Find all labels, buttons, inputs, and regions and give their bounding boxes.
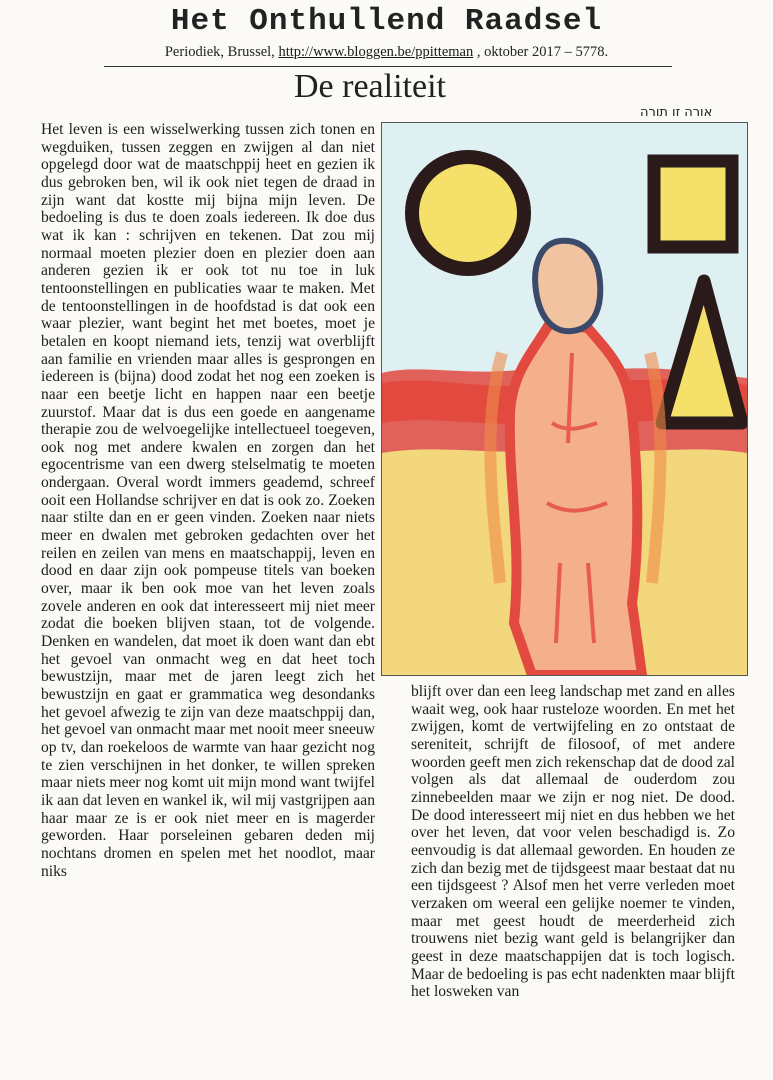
painting-svg <box>382 123 747 675</box>
painting-sun-circle <box>412 157 524 269</box>
publication-prefix: Periodiek, Brussel, <box>164 44 279 60</box>
publication-suffix: , oktober 2017 – 5778. <box>473 44 609 60</box>
painting-square <box>654 161 732 247</box>
header-rule <box>104 66 672 67</box>
article-column-left: Het leven is een wisselwerking tussen zich tonen en wegduiken, tussen zeggen en zwijgen al dan niet opgelegd door wat de maatschppij heet en gezien ik dus gebroken ben, wil ik ook niet tegen de draad in zijn want dat kostte mij bijna mijn leven. De bedoeling is dus te doen zoals iedereen. Ik doe dus wat ik kan : schrijven en tekenen. Dat zou mij normaal moeten plezier doen en plezier doen aan anderen gezien ik er ook tot nu toe in luk tentoonstellingen en publicaties waar te maken. Met de tentoonstellingen in de hoofdstad is dat ook een waar plezier, want begint het met boetes, moet je betalen en koopt niemand iets, tenzij wat overblijft aan familie en vrienden maar alles is gesprongen en iedereen is (bijna) dood zodat het nog een zoeken is naar een beetje licht en happen naar een beetje zuurstof. Maar dat is dus een goede en aangename therapie zou de welvoegelijke intellectueel toegeven, ook nog met andere kwalen en zorgen dan het egocentrisme van een dwerg stelselmatig te moeten ondergaan. Overal wordt immers geademd, schreef ooit een Hollandse schrijver en dat is ook zo. Zoeken naar stilte dan en er geen vinden. Zoeken naar niets meer en dwalen met gebroken gedachten over het reilen en zeilen van mens en maatschappij, leven en dood en daar zijn ook pompeuse titels van boeken over, maar ik ben ook moe van het leven zoals zovele anderen en ook dat interesseert mij niet meer zodat die boeken blijven staan, tot de volgende. Denken en wandelen, dat moet ik doen want dan ebt het gevoel van onmacht weg en dat heet toch bewustzijn, maar met de jaren leegt zich het bewustzijn en gaat er grammatica weg desondanks het gevoel afwezig te zijn van deze maatschppij dan, het gevoel van onmacht maar met nooit meer sneeuw op tv, dan roekeloos de warmte van haar gezicht nog te zien verschijnen in het donker, te willen spreken maar niets meer nog komt uit mijn mond want twijfel ik aan dat leven en wankel ik, wil mij vastgrijpen aan haar maar ze is er ook niet meer en is magerder geworden. Haar porseleinen gebaren deden mij nochtans dromen en spelen met het noodlot, maar niks <box>41 121 375 880</box>
article-column-right: blijft over dan een leeg landschap met zand en alles waait weg, ook haar rusteloze woorden. En met het zwijgen, komt de vertwijfeling en zo ontstaat de sereniteit, schrijft de filosoof, of met andere woorden geeft men zich rekenschap dat de dood zal volgen als dat allemaal de ouderdom zou zinnebeelden maar we zijn er nog niet. De dood. De dood interesseert mij niet en dus hebben we het over het leven, dat voor velen beschadigd is. Zo eenvoudig is dat allemaal geworden. En houden ze zich dan bezig met de tijdsgeest maar bestaat dat nu een tijdsgeest ? Alsof men het verre verleden moet verzaken om weeral een gelijke noemer te vinden, maar met geest houdt de meerderheid zich trouwens niet bezig want geld is belangrijker dan geest in deze maatschappijen dat is toch logisch. Maar de bedoeling is pas echt nadenkten maar blijft het losweken van <box>411 683 735 1001</box>
article-title: De realiteit <box>294 68 446 105</box>
painting-figure-head <box>535 241 600 331</box>
painting-illustration <box>381 122 748 676</box>
masthead-title: Het Onthullend Raadsel <box>170 4 603 39</box>
hebrew-motto: אורה זו תורה <box>640 105 713 120</box>
painting-figure-body <box>510 323 642 675</box>
blog-link[interactable]: http://www.bloggen.be/ppitteman <box>278 44 474 60</box>
publication-line <box>0 44 773 61</box>
